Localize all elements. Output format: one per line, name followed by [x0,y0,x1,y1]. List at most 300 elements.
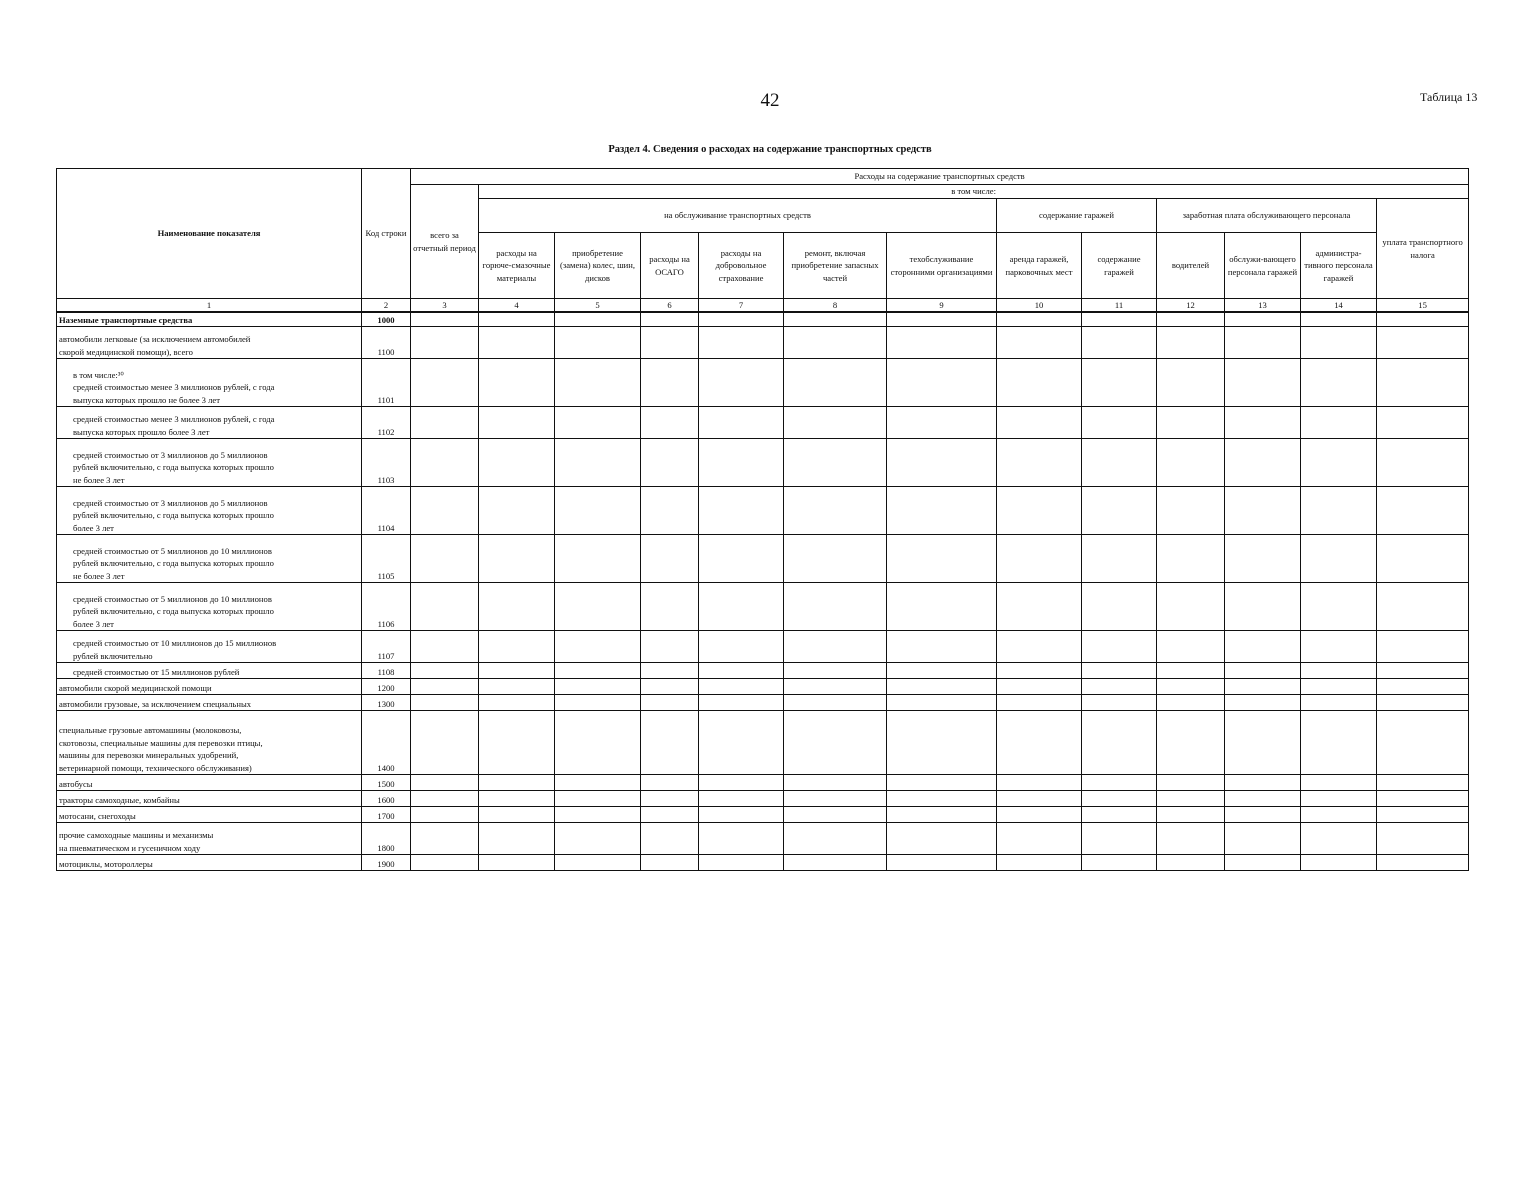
data-cell[interactable] [1157,662,1225,678]
data-cell[interactable] [887,662,997,678]
data-cell[interactable] [641,358,699,406]
data-cell[interactable] [1377,822,1469,854]
data-cell[interactable] [699,358,784,406]
data-cell[interactable] [699,678,784,694]
data-cell[interactable] [1377,694,1469,710]
data-cell[interactable] [555,326,641,358]
data-cell[interactable] [1301,774,1377,790]
data-cell[interactable] [1301,710,1377,774]
table-row [57,312,1469,326]
data-cell[interactable] [1225,534,1301,582]
data-cell[interactable] [784,582,887,630]
data-cell[interactable] [555,312,641,326]
row-code: 1800 [362,822,411,854]
column-number: 8 [784,299,887,313]
column-number: 13 [1225,299,1301,313]
column-number: 15 [1377,299,1469,313]
data-cell[interactable] [1225,854,1301,870]
data-cell[interactable] [479,534,555,582]
data-cell[interactable] [1225,710,1301,774]
data-cell[interactable] [411,406,479,438]
data-cell[interactable] [1377,486,1469,534]
data-cell[interactable] [887,806,997,822]
data-cell[interactable] [411,326,479,358]
row-code: 1000 [362,312,411,326]
data-cell[interactable] [1157,790,1225,806]
data-cell[interactable] [784,694,887,710]
data-cell[interactable] [555,678,641,694]
data-cell[interactable] [887,710,997,774]
data-cell[interactable] [887,406,997,438]
data-cell[interactable] [1157,358,1225,406]
data-cell[interactable] [699,630,784,662]
data-cell[interactable] [784,406,887,438]
table-row [57,854,1469,870]
data-cell[interactable] [411,854,479,870]
data-cell[interactable] [784,358,887,406]
data-cell[interactable] [411,822,479,854]
data-cell[interactable] [784,774,887,790]
data-cell[interactable] [479,406,555,438]
data-cell[interactable] [784,854,887,870]
data-cell[interactable] [641,806,699,822]
data-cell[interactable] [1082,774,1157,790]
table-row [57,806,1469,822]
data-cell[interactable] [1157,694,1225,710]
data-cell[interactable] [997,358,1082,406]
data-cell[interactable] [997,854,1082,870]
data-cell[interactable] [1225,406,1301,438]
row-name: средней стоимостью от 3 миллионов до 5 миллионов рублей включительно, с года выпуска которых прошло не более 3 лет [57,438,362,486]
data-cell[interactable] [1301,678,1377,694]
data-cell[interactable] [1157,438,1225,486]
data-cell[interactable] [784,312,887,326]
data-cell[interactable] [1301,790,1377,806]
row-code: 1200 [362,678,411,694]
data-cell[interactable] [1301,358,1377,406]
data-cell[interactable] [784,806,887,822]
row-code: 1100 [362,326,411,358]
data-cell[interactable] [699,694,784,710]
data-cell[interactable] [1082,438,1157,486]
table-row [57,630,1469,662]
data-cell[interactable] [1157,326,1225,358]
data-cell[interactable] [479,630,555,662]
row-code: 1107 [362,630,411,662]
data-cell[interactable] [641,662,699,678]
data-cell[interactable] [1082,582,1157,630]
row-name: мотоциклы, мотороллеры [57,854,362,870]
data-cell[interactable] [1377,854,1469,870]
data-cell[interactable] [887,438,997,486]
column-number: 10 [997,299,1082,313]
data-cell[interactable] [641,534,699,582]
row-name: мотосани, снегоходы [57,806,362,822]
data-cell[interactable] [411,710,479,774]
data-cell[interactable] [1157,854,1225,870]
data-cell[interactable] [1082,630,1157,662]
data-cell[interactable] [997,312,1082,326]
data-cell[interactable] [641,438,699,486]
data-cell[interactable] [997,438,1082,486]
data-cell[interactable] [887,774,997,790]
data-cell[interactable] [887,486,997,534]
data-cell[interactable] [1225,630,1301,662]
data-cell[interactable] [1082,358,1157,406]
data-cell[interactable] [479,486,555,534]
data-cell[interactable] [699,854,784,870]
data-cell[interactable] [555,630,641,662]
data-cell[interactable] [1157,806,1225,822]
data-cell[interactable] [887,822,997,854]
data-cell[interactable] [1082,312,1157,326]
data-cell[interactable] [997,694,1082,710]
data-cell[interactable] [1225,662,1301,678]
header-garage-rent: аренда гаражей, парковочных мест [997,233,1082,299]
data-cell[interactable] [1301,662,1377,678]
data-cell[interactable] [411,678,479,694]
data-cell[interactable] [1082,822,1157,854]
header-third-party-service: техобслуживание сторонними организациями [887,233,997,299]
data-cell[interactable] [1301,326,1377,358]
column-number: 4 [479,299,555,313]
data-cell[interactable] [997,790,1082,806]
data-cell[interactable] [1082,694,1157,710]
data-cell[interactable] [784,678,887,694]
column-number: 14 [1301,299,1377,313]
data-cell[interactable] [411,582,479,630]
data-cell[interactable] [1377,806,1469,822]
data-cell[interactable] [997,534,1082,582]
data-cell[interactable] [641,326,699,358]
data-cell[interactable] [699,406,784,438]
data-cell[interactable] [479,710,555,774]
data-cell[interactable] [1301,806,1377,822]
data-cell[interactable] [555,774,641,790]
data-cell[interactable] [784,822,887,854]
data-cell[interactable] [641,406,699,438]
data-cell[interactable] [887,534,997,582]
data-cell[interactable] [555,710,641,774]
header-garage-service-staff: обслужи-вающего персонала гаражей [1225,233,1301,299]
data-cell[interactable] [1377,358,1469,406]
data-cell[interactable] [997,662,1082,678]
data-cell[interactable] [1082,662,1157,678]
data-cell[interactable] [699,822,784,854]
data-cell[interactable] [411,312,479,326]
data-cell[interactable] [479,678,555,694]
data-cell[interactable] [699,790,784,806]
data-cell[interactable] [641,486,699,534]
row-code: 1104 [362,486,411,534]
row-name: прочие самоходные машины и механизмы на пневматическом и гусеничном ходу [57,822,362,854]
data-cell[interactable] [555,854,641,870]
row-name: средней стоимостью менее 3 миллионов рублей, с года выпуска которых прошло более 3 лет [57,406,362,438]
data-cell[interactable] [1157,710,1225,774]
data-cell[interactable] [887,312,997,326]
data-cell[interactable] [1301,406,1377,438]
data-cell[interactable] [997,678,1082,694]
row-name: специальные грузовые автомашины (молоковозы, скотовозы, специальные машины для перевозки птицы, машины для перевозки минеральных удобрений, ветеринарной помощи, технического обслуживания) [57,710,362,774]
data-cell[interactable] [479,326,555,358]
data-cell[interactable] [641,790,699,806]
data-cell[interactable] [699,312,784,326]
data-cell[interactable] [1301,534,1377,582]
data-cell[interactable] [1225,358,1301,406]
data-cell[interactable] [997,806,1082,822]
data-cell[interactable] [1082,710,1157,774]
header-expenses-group: Расходы на содержание транспортных средств [411,169,1469,185]
data-cell[interactable] [784,534,887,582]
data-cell[interactable] [784,438,887,486]
data-cell[interactable] [1377,534,1469,582]
data-cell[interactable] [699,486,784,534]
data-cell[interactable] [887,678,997,694]
expenses-table [56,168,1469,871]
data-cell[interactable] [411,486,479,534]
data-cell[interactable] [1082,790,1157,806]
data-cell[interactable] [641,822,699,854]
row-code: 1900 [362,854,411,870]
data-cell[interactable] [1301,630,1377,662]
table-row [57,694,1469,710]
row-code: 1300 [362,694,411,710]
data-cell[interactable] [997,486,1082,534]
data-cell[interactable] [1157,774,1225,790]
data-cell[interactable] [1225,312,1301,326]
row-name: в том числе:³⁰ средней стоимостью менее 3 миллионов рублей, с года выпуска которых прошло не более 3 лет [57,358,362,406]
data-cell[interactable] [479,694,555,710]
data-cell[interactable] [555,534,641,582]
data-cell[interactable] [1377,790,1469,806]
data-cell[interactable] [555,790,641,806]
data-cell[interactable] [479,806,555,822]
data-cell[interactable] [784,630,887,662]
table-label: Таблица 13 [1420,90,1478,104]
data-cell[interactable] [1225,678,1301,694]
data-cell[interactable] [887,582,997,630]
row-code: 1400 [362,710,411,774]
data-cell[interactable] [555,806,641,822]
data-cell[interactable] [1301,694,1377,710]
data-cell[interactable] [555,438,641,486]
data-cell[interactable] [699,710,784,774]
header-wheels: приобретение (замена) колес, шин, дисков [555,233,641,299]
data-cell[interactable] [887,358,997,406]
column-number: 12 [1157,299,1225,313]
data-cell[interactable] [1377,582,1469,630]
column-number: 5 [555,299,641,313]
data-cell[interactable] [411,438,479,486]
data-cell[interactable] [479,582,555,630]
data-cell[interactable] [1377,630,1469,662]
row-code: 1700 [362,806,411,822]
data-cell[interactable] [479,822,555,854]
data-cell[interactable] [1157,312,1225,326]
row-name: автомобили скорой медицинской помощи [57,678,362,694]
data-cell[interactable] [641,630,699,662]
data-cell[interactable] [1377,774,1469,790]
data-cell[interactable] [555,662,641,678]
data-cell[interactable] [641,854,699,870]
data-cell[interactable] [1157,630,1225,662]
data-cell[interactable] [997,326,1082,358]
header-garage-group: содержание гаражей [997,199,1157,233]
data-cell[interactable] [1377,312,1469,326]
data-cell[interactable] [1225,438,1301,486]
data-cell[interactable] [699,662,784,678]
column-number: 9 [887,299,997,313]
data-cell[interactable] [997,710,1082,774]
data-cell[interactable] [411,630,479,662]
data-cell[interactable] [1082,326,1157,358]
data-cell[interactable] [784,790,887,806]
data-cell[interactable] [887,326,997,358]
data-cell[interactable] [1377,406,1469,438]
data-cell[interactable] [479,774,555,790]
data-cell[interactable] [699,326,784,358]
data-cell[interactable] [641,312,699,326]
table-row [57,822,1469,854]
header-garage-admin-staff: администра-тивного персонала гаражей [1301,233,1377,299]
data-cell[interactable] [1082,806,1157,822]
row-name: Наземные транспортные средства [57,312,362,326]
table-row [57,678,1469,694]
data-cell[interactable] [411,790,479,806]
data-cell[interactable] [479,662,555,678]
data-cell[interactable] [1225,694,1301,710]
data-cell[interactable] [784,662,887,678]
row-name: автомобили грузовые, за исключением специальных [57,694,362,710]
data-cell[interactable] [887,630,997,662]
data-cell[interactable] [479,438,555,486]
data-cell[interactable] [1301,486,1377,534]
table-row [57,326,1469,358]
data-cell[interactable] [1377,438,1469,486]
data-cell[interactable] [641,678,699,694]
data-cell[interactable] [411,662,479,678]
table-row [57,486,1469,534]
header-transport-tax: уплата транспортного налога [1377,199,1469,299]
data-cell[interactable] [555,486,641,534]
data-cell[interactable] [784,710,887,774]
data-cell[interactable] [699,774,784,790]
table-row [57,438,1469,486]
column-number: 1 [57,299,362,313]
data-cell[interactable] [479,854,555,870]
data-cell[interactable] [411,774,479,790]
data-cell[interactable] [1225,582,1301,630]
data-cell[interactable] [411,694,479,710]
row-name: автобусы [57,774,362,790]
data-cell[interactable] [411,534,479,582]
data-cell[interactable] [555,694,641,710]
data-cell[interactable] [1082,486,1157,534]
data-cell[interactable] [887,694,997,710]
data-cell[interactable] [887,854,997,870]
row-code: 1105 [362,534,411,582]
table-row [57,406,1469,438]
data-cell[interactable] [1377,662,1469,678]
data-cell[interactable] [1082,854,1157,870]
column-number: 7 [699,299,784,313]
data-cell[interactable] [1225,790,1301,806]
data-cell[interactable] [997,774,1082,790]
data-cell[interactable] [1157,486,1225,534]
data-cell[interactable] [997,582,1082,630]
page-number: 42 [760,90,780,111]
header-voluntary-insurance: расходы на добровольное страхование [699,233,784,299]
table-row [57,358,1469,406]
header-indicator-name: Наименование показателя [57,169,362,299]
data-cell[interactable] [699,582,784,630]
header-osago: расходы на ОСАГО [641,233,699,299]
data-cell[interactable] [411,806,479,822]
data-cell[interactable] [699,806,784,822]
data-cell[interactable] [1225,774,1301,790]
data-cell[interactable] [411,358,479,406]
data-cell[interactable] [555,406,641,438]
data-cell[interactable] [1157,406,1225,438]
data-cell[interactable] [1225,822,1301,854]
data-cell[interactable] [1157,534,1225,582]
data-cell[interactable] [555,822,641,854]
data-cell[interactable] [641,694,699,710]
data-cell[interactable] [1157,582,1225,630]
data-cell[interactable] [1082,534,1157,582]
table-row [57,534,1469,582]
data-cell[interactable] [1301,438,1377,486]
data-cell[interactable] [1157,822,1225,854]
data-cell[interactable] [641,582,699,630]
data-cell[interactable] [641,710,699,774]
data-cell[interactable] [1225,326,1301,358]
data-cell[interactable] [784,326,887,358]
data-cell[interactable] [479,790,555,806]
row-name: средней стоимостью от 5 миллионов до 10 миллионов рублей включительно, с года выпуска которых прошло не более 3 лет [57,534,362,582]
row-code: 1102 [362,406,411,438]
data-cell[interactable] [699,438,784,486]
data-cell[interactable] [1082,678,1157,694]
data-cell[interactable] [1377,710,1469,774]
data-cell[interactable] [997,822,1082,854]
table-row [57,710,1469,774]
row-name: средней стоимостью от 15 миллионов рублей [57,662,362,678]
data-cell[interactable] [784,486,887,534]
data-cell[interactable] [555,358,641,406]
column-number: 6 [641,299,699,313]
data-cell[interactable] [1082,406,1157,438]
data-cell[interactable] [1301,822,1377,854]
data-cell[interactable] [997,406,1082,438]
data-cell[interactable] [1225,486,1301,534]
data-cell[interactable] [1157,678,1225,694]
data-cell[interactable] [1301,582,1377,630]
data-cell[interactable] [479,312,555,326]
data-cell[interactable] [641,774,699,790]
data-cell[interactable] [1377,678,1469,694]
data-cell[interactable] [1301,854,1377,870]
data-cell[interactable] [997,630,1082,662]
data-cell[interactable] [479,358,555,406]
data-cell[interactable] [555,582,641,630]
data-cell[interactable] [887,790,997,806]
data-cell[interactable] [699,534,784,582]
data-cell[interactable] [1225,806,1301,822]
data-cell[interactable] [1377,326,1469,358]
header-repair: ремонт, включая приобретение запасных частей [784,233,887,299]
data-cell[interactable] [1301,312,1377,326]
